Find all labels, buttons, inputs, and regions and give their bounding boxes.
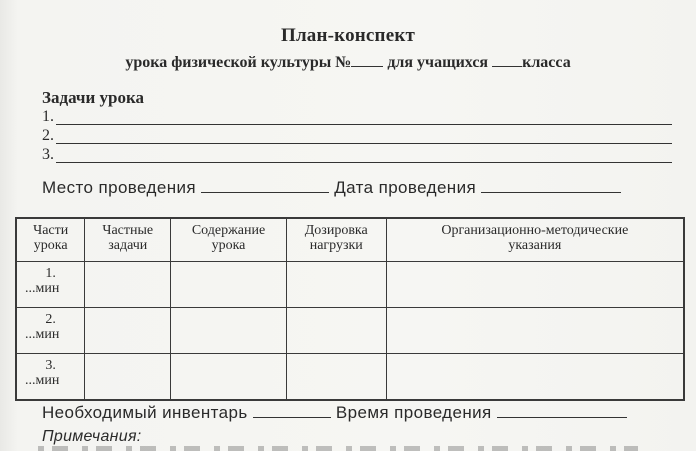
header-content: Содержание урока <box>171 218 287 262</box>
table-row <box>16 262 684 308</box>
header-parts: Части урока <box>16 218 85 262</box>
task-rule <box>56 143 672 144</box>
table-cell[interactable] <box>171 308 287 354</box>
lesson-plan-table <box>15 217 685 401</box>
date-label: Дата проведения <box>334 178 477 197</box>
table-cell[interactable] <box>286 354 386 401</box>
venue-blank[interactable] <box>201 178 329 193</box>
table-cell[interactable] <box>386 262 684 308</box>
table-row <box>16 354 684 401</box>
equipment-label: Необходимый инвентарь <box>42 403 248 422</box>
table-cell[interactable] <box>171 262 287 308</box>
task-number: 3. <box>42 146 54 163</box>
task-number: 1. <box>42 108 54 125</box>
header-dosage: Дозировка нагрузки <box>286 218 386 262</box>
table-cell[interactable] <box>286 262 386 308</box>
equipment-blank[interactable] <box>253 403 331 418</box>
table-cell[interactable] <box>85 262 171 308</box>
row-label: 2. ...мин <box>16 308 85 354</box>
subtitle-middle: для учащихся <box>387 54 489 71</box>
notes-label: Примечания: <box>42 428 142 445</box>
row-label: 3. ...мин <box>16 354 85 401</box>
task-line-3[interactable] <box>42 146 672 166</box>
task-number: 2. <box>42 127 54 144</box>
venue-label: Место проведения <box>42 178 196 197</box>
class-number-blank[interactable] <box>492 52 522 67</box>
task-rule <box>56 124 672 125</box>
lesson-number-blank[interactable] <box>351 52 383 67</box>
cropped-text-fragment <box>38 446 638 451</box>
venue-date-line <box>42 178 674 198</box>
task-line-2[interactable] <box>42 127 672 147</box>
table-cell[interactable] <box>85 308 171 354</box>
table-cell[interactable] <box>171 354 287 401</box>
task-line-1[interactable] <box>42 108 672 128</box>
table-cell[interactable] <box>386 354 684 401</box>
document-subtitle <box>0 52 696 72</box>
date-blank[interactable] <box>481 178 621 193</box>
time-blank[interactable] <box>497 403 627 418</box>
equipment-time-line <box>42 403 674 423</box>
row-label: 1. ...мин <box>16 262 85 308</box>
table-cell[interactable] <box>85 354 171 401</box>
tasks-heading: Задачи урока <box>42 88 145 107</box>
document-title: План-конспект <box>280 25 416 46</box>
header-methodical: Организационно-методические указания <box>386 218 684 262</box>
header-tasks: Частные задачи <box>85 218 171 262</box>
table-cell[interactable] <box>386 308 684 354</box>
table-row <box>16 308 684 354</box>
task-rule <box>56 162 672 163</box>
subtitle-prefix: урока физической культуры № <box>125 54 352 71</box>
subtitle-suffix: класса <box>522 54 571 71</box>
time-label: Время проведения <box>335 403 492 422</box>
table-header-row <box>16 218 684 262</box>
table-cell[interactable] <box>286 308 386 354</box>
